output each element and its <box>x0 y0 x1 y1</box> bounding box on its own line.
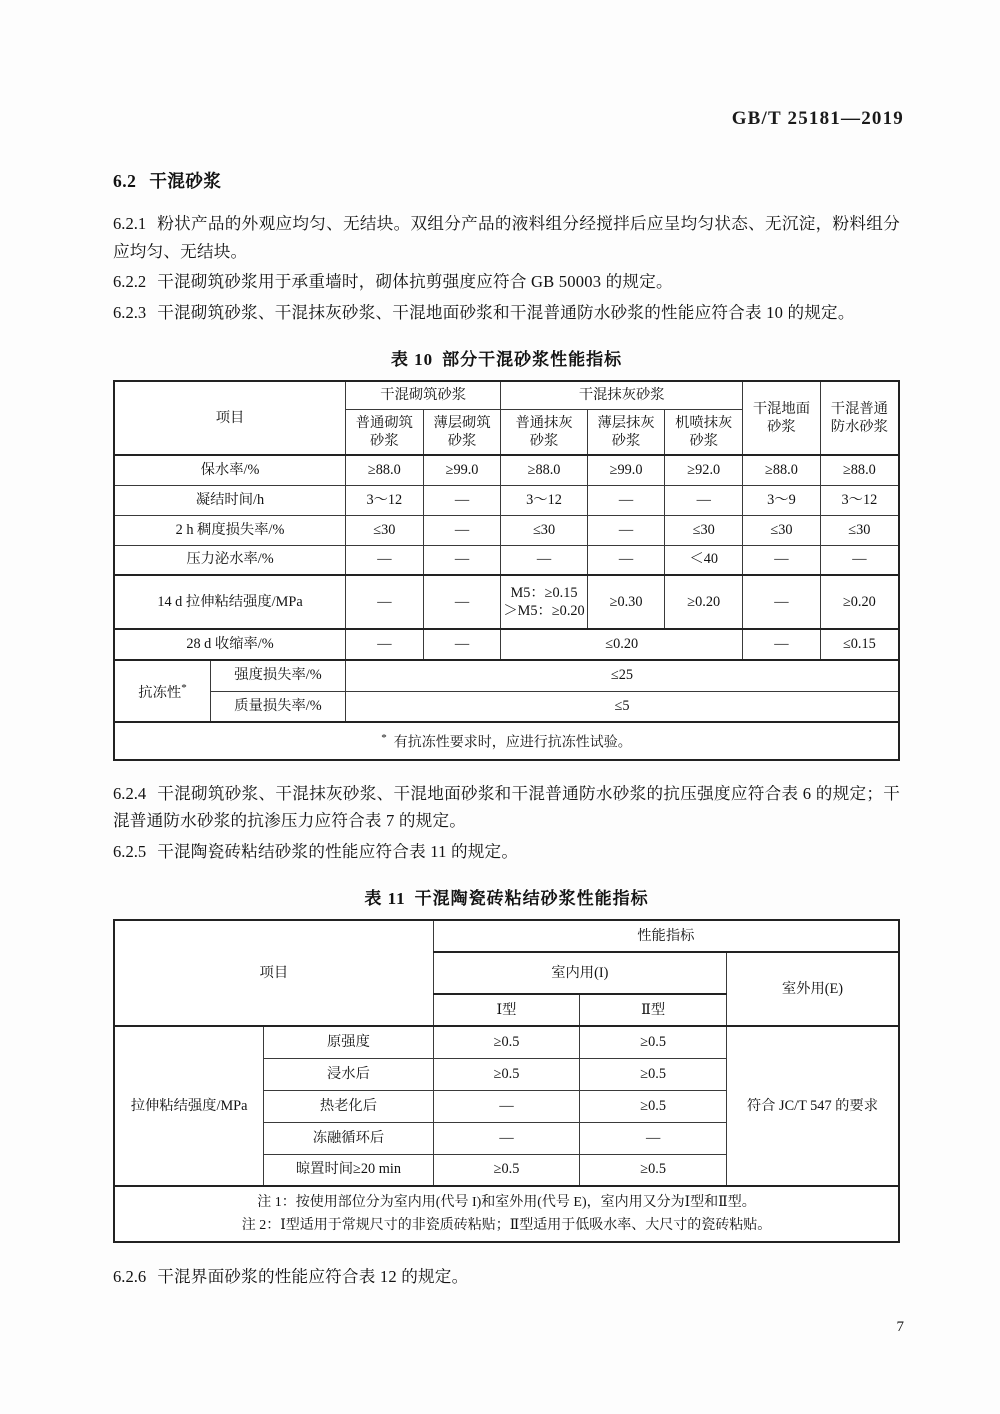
bond-line-1: M5：≥0.15 <box>510 585 578 601</box>
cell: ≥0.5 <box>433 1058 580 1090</box>
table10-row-setting-time <box>114 485 899 515</box>
table10-row-bond-strength <box>114 575 899 629</box>
section-number: 6.2 <box>113 171 137 191</box>
cell: ≤30 <box>501 515 587 545</box>
cell: — <box>587 545 665 575</box>
frost-footnote-mark: * <box>181 682 187 695</box>
clause-text: 干混界面砂浆的性能应符合表 12 的规定。 <box>157 1267 469 1287</box>
clause-number: 6.2.1 <box>113 214 147 233</box>
table11-type1: Ⅰ型 <box>433 994 580 1026</box>
table11-header-item: 项目 <box>114 920 433 1026</box>
cell: — <box>665 485 743 515</box>
table11-group-label: 拉伸粘结强度/MPa <box>114 1026 264 1186</box>
cell: ≥0.5 <box>580 1154 727 1186</box>
row-label: 热老化后 <box>264 1090 434 1122</box>
cell: ≥0.5 <box>580 1058 727 1090</box>
footnote-text: 有抗冻性要求时，应进行抗冻性试验。 <box>393 735 632 751</box>
table11-note-2: 注 2：Ⅰ型适用于常规尺寸的非瓷质砖粘贴；Ⅱ型适用于低吸水率、大尺寸的瓷砖粘贴。 <box>241 1218 772 1234</box>
row-label: 压力泌水率/% <box>114 545 346 575</box>
bond-line-2: ＞M5：≥0.20 <box>503 603 585 619</box>
row-label: 冻融循环后 <box>264 1122 434 1154</box>
table11-header-row-1 <box>114 920 899 952</box>
cell: — <box>423 545 501 575</box>
table11-outdoor-value: 符合 JC/T 547 的要求 <box>726 1026 899 1186</box>
table10-subcol-0: 普通砌筑 砂浆 <box>346 410 424 456</box>
table11-caption-title: 干混陶瓷砖粘结砂浆性能指标 <box>414 889 649 909</box>
cell: — <box>820 545 899 575</box>
cell: — <box>743 575 821 629</box>
cell: ≥99.0 <box>587 455 665 485</box>
table10-row-consistency-loss <box>114 515 899 545</box>
cell: — <box>346 629 424 660</box>
frost-value: ≤5 <box>346 691 900 722</box>
cell: ≤30 <box>665 515 743 545</box>
cell: — <box>587 485 665 515</box>
cell: ＜40 <box>665 545 743 575</box>
cell: ≥88.0 <box>501 455 587 485</box>
table10-caption-title: 部分干混砂浆性能指标 <box>442 350 623 369</box>
cell: ≤0.15 <box>820 629 899 660</box>
clause-text: 粉状产品的外观应均匀、无结块。双组分产品的液料组分经搅拌后应呈均匀状态、无沉淀，粉料组分应均匀、无结块。 <box>113 214 900 261</box>
table11-outdoor: 室外用(E) <box>726 952 899 1026</box>
cell: ≥0.20 <box>665 575 743 629</box>
table10-header-row-1 <box>114 381 899 410</box>
cell: — <box>580 1122 727 1154</box>
cell-shrink-span: ≤0.20 <box>501 629 743 660</box>
row-label: 晾置时间≥20 min <box>264 1154 434 1186</box>
table10-row-bleeding <box>114 545 899 575</box>
frost-label: 抗冻性* <box>114 660 210 722</box>
row-label: 28 d 收缩率/% <box>114 629 346 660</box>
table10-footnote-row <box>114 722 899 760</box>
table10-group-plaster: 干混抹灰砂浆 <box>501 381 743 410</box>
table11-caption-label: 表 11 <box>364 889 406 909</box>
clause-text: 干混砌筑砂浆、干混抹灰砂浆、干混地面砂浆和干混普通防水砂浆的抗压强度应符合表 6 的规定；干混普通防水砂浆的抗渗压力应符合表 7 的规定。 <box>113 783 900 831</box>
cell: ≥0.20 <box>820 575 899 629</box>
cell: — <box>587 515 665 545</box>
cell: 3～12 <box>346 485 424 515</box>
clause-number: 6.2.3 <box>113 302 147 322</box>
clause-text: 干混砌筑砂浆、干混抹灰砂浆、干混地面砂浆和干混普通防水砂浆的性能应符合表 10 的规定。 <box>157 302 855 322</box>
cell: ≤30 <box>820 515 899 545</box>
row-label: 14 d 拉伸粘结强度/MPa <box>114 575 346 629</box>
frost-value: ≤25 <box>346 660 900 691</box>
table10-subcol-2: 普通抹灰 砂浆 <box>501 410 587 456</box>
cell: — <box>423 629 501 660</box>
table10-header-item: 项目 <box>114 381 346 455</box>
row-label: 浸水后 <box>264 1058 434 1090</box>
table10-subcol-4: 机喷抹灰 砂浆 <box>665 410 743 456</box>
cell: 3～9 <box>743 485 821 515</box>
clause-text: 干混陶瓷砖粘结砂浆的性能应符合表 11 的规定。 <box>157 841 519 861</box>
cell: ≥88.0 <box>820 455 899 485</box>
table11-notes <box>114 1186 899 1242</box>
cell: ≤30 <box>346 515 424 545</box>
cell-bond-m5 <box>501 575 587 629</box>
clause-6-2-4 <box>113 780 900 835</box>
row-label: 原强度 <box>264 1026 434 1058</box>
table10-footnote <box>114 722 899 760</box>
cell: — <box>743 545 821 575</box>
clause-number: 6.2.5 <box>113 841 147 861</box>
cell: ≥0.5 <box>433 1154 580 1186</box>
table10-col-floor: 干混地面 砂浆 <box>743 381 821 455</box>
clause-6-2-1 <box>113 210 900 265</box>
table11-caption <box>113 884 900 909</box>
cell: ≥92.0 <box>665 455 743 485</box>
cell: ≥88.0 <box>743 455 821 485</box>
table10 <box>113 380 900 761</box>
section-heading <box>113 168 900 193</box>
row-label: 保水率/% <box>114 455 346 485</box>
frost-sub-label: 强度损失率/% <box>210 660 345 691</box>
standard-number-header: GB/T 25181—2019 <box>731 108 904 129</box>
table10-subcol-3: 薄层抹灰 砂浆 <box>587 410 665 456</box>
table11-row-original <box>114 1026 899 1058</box>
cell: — <box>433 1122 580 1154</box>
table10-subcol-1: 薄层砌筑 砂浆 <box>423 410 501 456</box>
cell: — <box>346 545 424 575</box>
cell: — <box>423 515 501 545</box>
clause-6-2-6 <box>113 1263 900 1291</box>
table10-caption <box>113 345 900 370</box>
table11-note-1: 注 1：按使用部位分为室内用(代号 I)和室外用(代号 E)，室内用又分为Ⅰ型和Ⅱ型。 <box>257 1195 756 1211</box>
table10-row-water-retention <box>114 455 899 485</box>
table10-group-masonry: 干混砌筑砂浆 <box>346 381 501 410</box>
table11-type2: Ⅱ型 <box>580 994 727 1026</box>
clause-text: 干混砌筑砂浆用于承重墙时，砌体抗剪强度应符合 GB 50003 的规定。 <box>157 272 673 291</box>
clause-number: 6.2.2 <box>113 272 147 291</box>
cell: — <box>433 1090 580 1122</box>
table11-notes-row <box>114 1186 899 1242</box>
page-number: 7 <box>896 1319 904 1335</box>
cell: — <box>423 485 501 515</box>
cell: ≥0.5 <box>580 1090 727 1122</box>
table10-col-waterproof: 干混普通 防水砂浆 <box>820 381 899 455</box>
cell: ≥88.0 <box>346 455 424 485</box>
frost-sub-label: 质量损失率/% <box>210 691 345 722</box>
table11-perf-index: 性能指标 <box>433 920 899 952</box>
cell: ≥99.0 <box>423 455 501 485</box>
page-content <box>113 168 900 1294</box>
table10-row-frost-strength <box>114 660 899 691</box>
table10-row-shrinkage <box>114 629 899 660</box>
clause-6-2-5 <box>113 838 900 866</box>
clause-6-2-2 <box>113 268 900 296</box>
row-label: 2 h 稠度损失率/% <box>114 515 346 545</box>
table11-indoor: 室内用(I) <box>433 952 726 994</box>
clause-number: 6.2.6 <box>113 1267 147 1287</box>
cell: 3～12 <box>501 485 587 515</box>
cell: — <box>346 575 424 629</box>
section-title: 干混砂浆 <box>149 171 222 191</box>
cell: ≥0.5 <box>580 1026 727 1058</box>
row-label: 凝结时间/h <box>114 485 346 515</box>
table11 <box>113 919 900 1243</box>
clause-number: 6.2.4 <box>113 783 147 803</box>
table10-caption-label: 表 10 <box>390 350 434 369</box>
cell: — <box>501 545 587 575</box>
cell: ≤30 <box>743 515 821 545</box>
clause-6-2-3 <box>113 299 900 327</box>
cell: ≥0.30 <box>587 575 665 629</box>
cell: ≥0.5 <box>433 1026 580 1058</box>
cell: 3～12 <box>820 485 899 515</box>
cell: — <box>423 575 501 629</box>
table10-row-frost-mass <box>114 691 899 722</box>
footnote-mark: * <box>381 732 387 744</box>
cell: — <box>743 629 821 660</box>
